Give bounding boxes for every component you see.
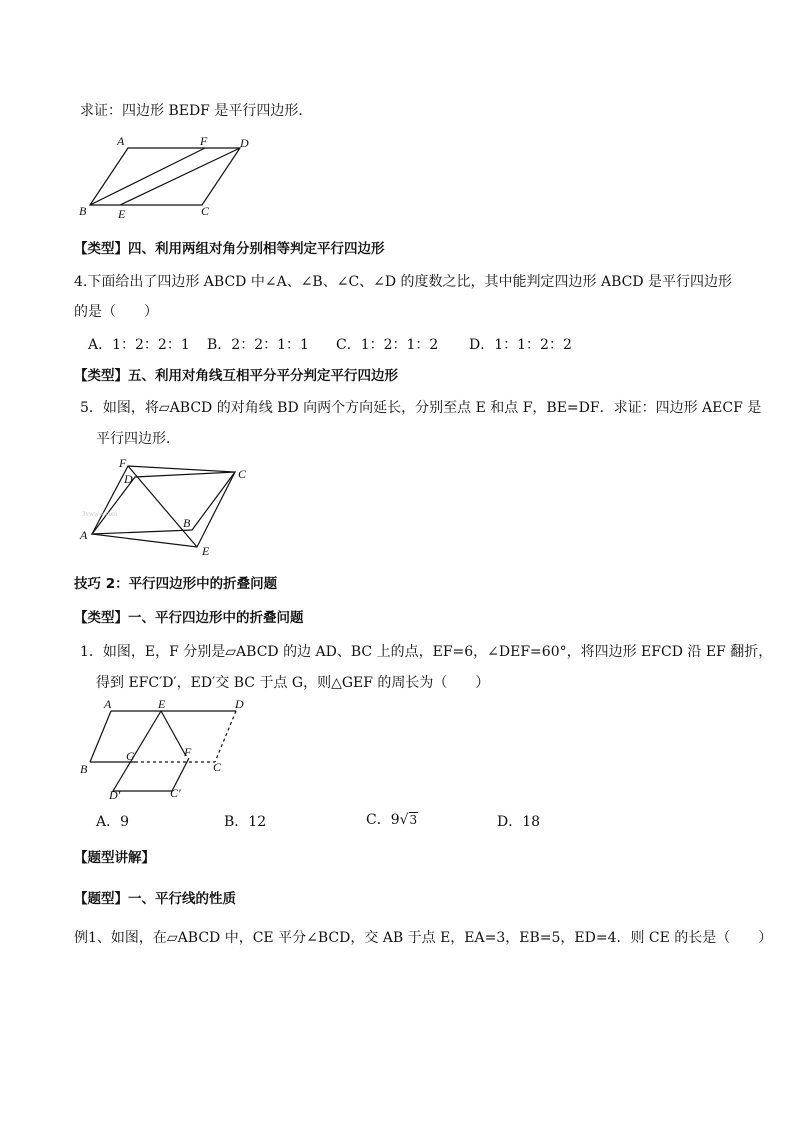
fig3-label-f: F	[184, 745, 192, 759]
fig3-label-g: G	[126, 749, 135, 763]
example-1: 例1、如图，在▱ABCD 中，CE 平分∠BCD，交 AB 于点 E，EA=3，EB=5，ED=4．则 CE 的长是（ ）	[74, 930, 773, 946]
fig1-label-d: D	[240, 136, 249, 150]
fig1-label-f: F	[200, 134, 208, 148]
fig3-label-e: E	[158, 697, 166, 711]
question-5-line2: 平行四边形．	[96, 431, 180, 447]
sqrt-symbol: √3	[399, 812, 418, 828]
fig3-label-c-prime: C′	[170, 786, 181, 800]
q1-option-c-prefix: C．9	[366, 812, 400, 828]
fig2-label-c: C	[238, 467, 247, 481]
fig2-label-d: D	[124, 472, 133, 486]
proof-statement: 求证：四边形 BEDF 是平行四边形．	[80, 103, 313, 119]
fig2-label-a: A	[80, 528, 88, 542]
q4-option-b: B．2：2：1：1	[207, 337, 309, 353]
q4-option-a: A．1：2：2：1	[88, 337, 190, 353]
question-5-line1: 5．如图，将▱ABCD 的对角线 BD 向两个方向延长，分别至点 E 和点 F，BE=DF．求证：四边形 AECF 是	[80, 400, 762, 416]
fig1-label-c: C	[201, 204, 210, 218]
question-4-line2: 的是（ ）	[74, 304, 158, 320]
q4-option-d: D．1：1：2：2	[469, 337, 572, 353]
fig1-label-a: A	[117, 134, 125, 148]
fig1-label-b: B	[79, 204, 87, 218]
q1-option-c	[366, 813, 418, 827]
q1-option-b: B．12	[224, 814, 267, 830]
q1-option-a: A．9	[96, 814, 130, 830]
fig1-label-e: E	[118, 207, 126, 221]
fig2-label-e: E	[202, 544, 210, 558]
fig3-label-a: A	[104, 697, 112, 711]
fig2-label-b: B	[183, 516, 191, 530]
question-4-line1: 4.下面给出了四边形 ABCD 中∠A、∠B、∠C、∠D 的度数之比，其中能判定四边形 ABCD 是平行四边形	[74, 274, 733, 290]
fig2-label-f: F	[119, 456, 127, 470]
q1-option-c-radicand: 3	[409, 813, 418, 827]
fig3-label-d: D	[235, 697, 244, 711]
section-heading-explain: 【题型讲解】	[74, 850, 155, 866]
q1-option-d: D．18	[497, 814, 541, 830]
figure-folded-parallelogram	[76, 698, 276, 803]
section-heading-skill2: 技巧 2：平行四边形中的折叠问题	[74, 576, 278, 592]
section-heading-type4: 【类型】四、利用两组对角分别相等判定平行四边形	[74, 241, 385, 257]
fig2-watermark: 3ywww.com	[82, 510, 118, 518]
fig3-label-c: C	[213, 760, 222, 774]
section-heading-fold: 【类型】一、平行四边形中的折叠问题	[74, 610, 304, 626]
question-1-line1: 1．如图，E，F 分别是▱ABCD 的边 AD、BC 上的点，EF=6，∠DEF=60°，将四边形 EFCD 沿 EF 翻折，	[80, 644, 773, 660]
question-1-line2: 得到 EFC′D′，ED′交 BC 于点 G，则△GEF 的周长为（ ）	[96, 675, 490, 691]
figure-parallelogram-aecf	[72, 452, 262, 562]
q4-option-c: C．1：2：1：2	[336, 337, 439, 353]
fig3-label-b: B	[80, 762, 88, 776]
figure-parallelogram-bedf	[70, 130, 270, 225]
section-heading-parallel: 【题型】一、平行线的性质	[74, 891, 236, 907]
fig3-label-d-prime: D′	[109, 788, 121, 802]
section-heading-type5: 【类型】五、利用对角线互相平分平分判定平行四边形	[74, 368, 398, 384]
